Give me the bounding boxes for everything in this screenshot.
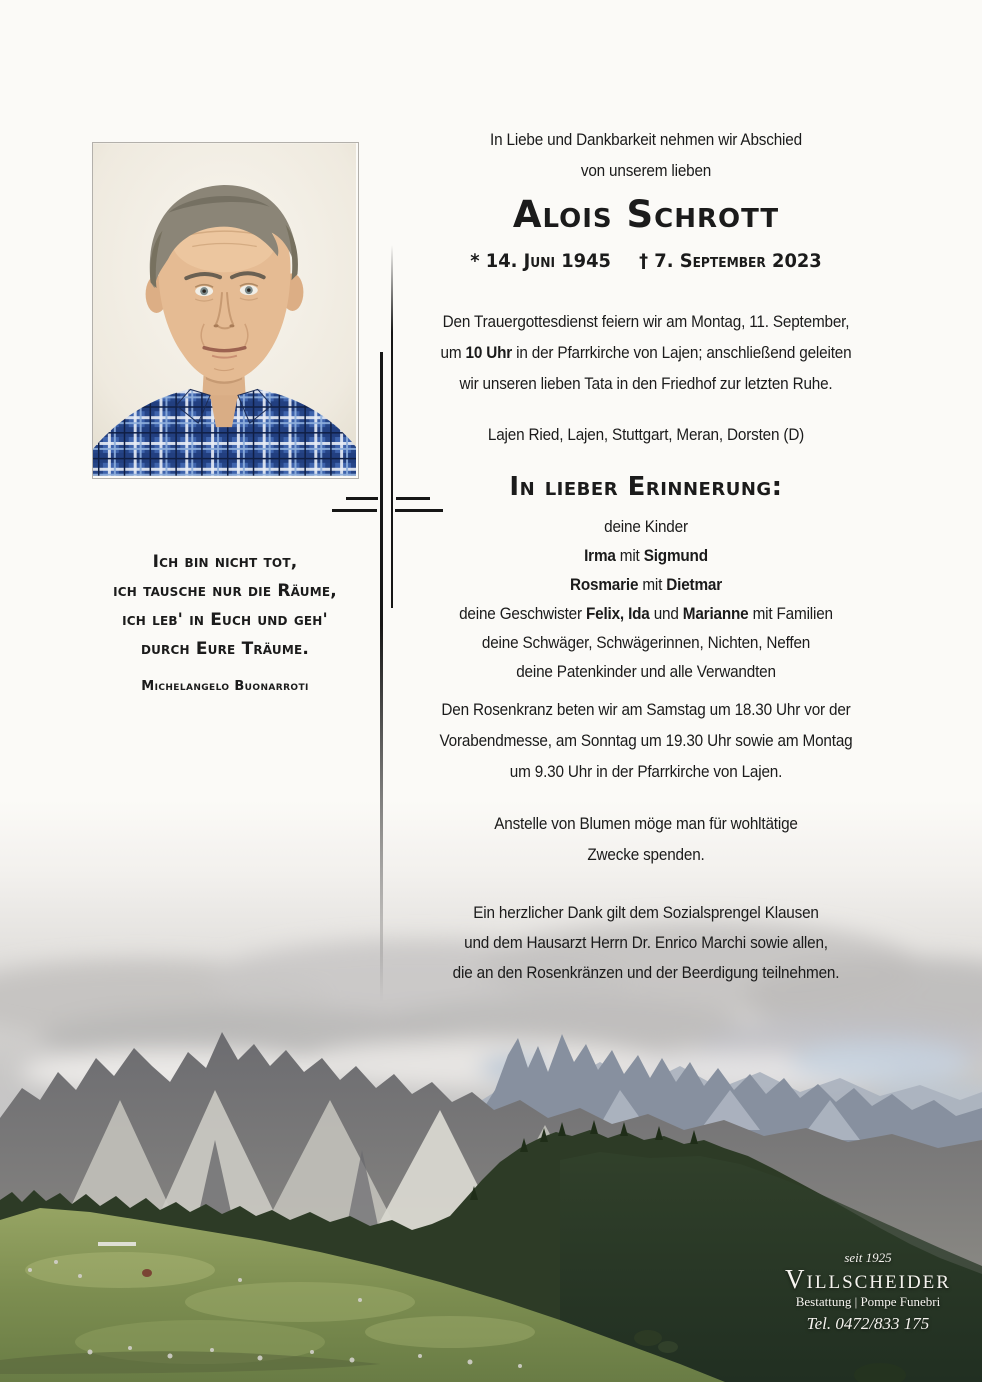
text-line: In Liebe und Dankbarkeit nehmen wir Abschied [490, 130, 802, 149]
death-date: † 7. September 2023 [639, 250, 822, 272]
text-line: wir unseren lieben Tata in den Friedhof zur letzten Ruhe. [459, 374, 833, 393]
text-line: von unserem lieben [580, 161, 712, 180]
cross-bar-upper-left [346, 497, 378, 500]
logo-since: seit 1925 [844, 1250, 892, 1265]
text-line: Ich bin nicht tot, [152, 552, 298, 572]
text-line: Rosmarie mit Dietmar [569, 575, 723, 594]
text-line: Ein herzlicher Dank gilt dem Sozialsprengel Klausen [473, 903, 819, 922]
birth-date: * 14. Juni 1945 [470, 250, 611, 272]
text-line: ich tausche nur die Räume, [113, 581, 337, 601]
cross-vertical-line-left [380, 352, 383, 1002]
text-line: die an den Rosenkränzen und der Beerdigung teilnehmen. [452, 963, 840, 982]
text-line: Irma mit Sigmund [584, 546, 708, 565]
text-line: Den Rosenkranz beten wir am Samstag um 18.30 Uhr vor der [441, 700, 851, 719]
cross-bar-lower-left [332, 509, 377, 512]
funeral-paragraph [425, 306, 868, 399]
deceased-name: Alois Schrott [512, 193, 780, 236]
text-line: Den Trauergottesdienst feiern wir am Montag, 11. September, [442, 312, 850, 331]
text-line: ich leb' in Euch und geh' [122, 610, 328, 630]
portrait-photo [92, 142, 359, 479]
intro-text [425, 124, 868, 186]
quote-text [88, 548, 362, 664]
places-line: Lajen Ried, Lajen, Stuttgart, Meran, Dorsten (D) [487, 425, 805, 444]
text-line: deine Kinder [604, 517, 688, 536]
rosary-paragraph [425, 694, 868, 787]
remembrance-heading: In lieber Erinnerung: [509, 472, 783, 502]
text-line: deine Patenkinder und alle Verwandten [516, 662, 776, 681]
logo-phone: Tel. 0472/833 175 [806, 1314, 930, 1333]
text-line: deine Geschwister Felix, Ida und Marianne mit Familien [459, 604, 833, 623]
text-line: und dem Hausarzt Herrn Dr. Enrico Marchi sowie allen, [464, 933, 828, 952]
text-line: Anstelle von Blumen möge man für wohltätige [494, 814, 798, 833]
logo-name: Villscheider [785, 1264, 951, 1294]
text-line: deine Schwäger, Schwägerinnen, Nichten, Neffen [481, 633, 811, 652]
text-line: Vorabendmesse, am Sonntag um 19.30 Uhr sowie am Montag [439, 731, 853, 750]
donation-paragraph [425, 808, 868, 870]
life-dates [415, 250, 877, 272]
family-list [425, 512, 868, 686]
text-line: durch Eure Träume. [140, 639, 310, 659]
thanks-paragraph [425, 898, 868, 988]
cross-vertical-line-right [391, 245, 393, 608]
quote-attribution: Michelangelo Buonarroti [141, 679, 309, 694]
text-line: Zwecke spenden. [587, 845, 705, 864]
text-line: um 9.30 Uhr in der Pfarrkirche von Lajen. [509, 762, 783, 781]
funeral-home-logo [760, 1250, 976, 1334]
logo-subtitle: Bestattung | Pompe Funebri [795, 1294, 941, 1309]
text-line: um 10 Uhr in der Pfarrkirche von Lajen; anschließend geleiten [440, 343, 852, 362]
